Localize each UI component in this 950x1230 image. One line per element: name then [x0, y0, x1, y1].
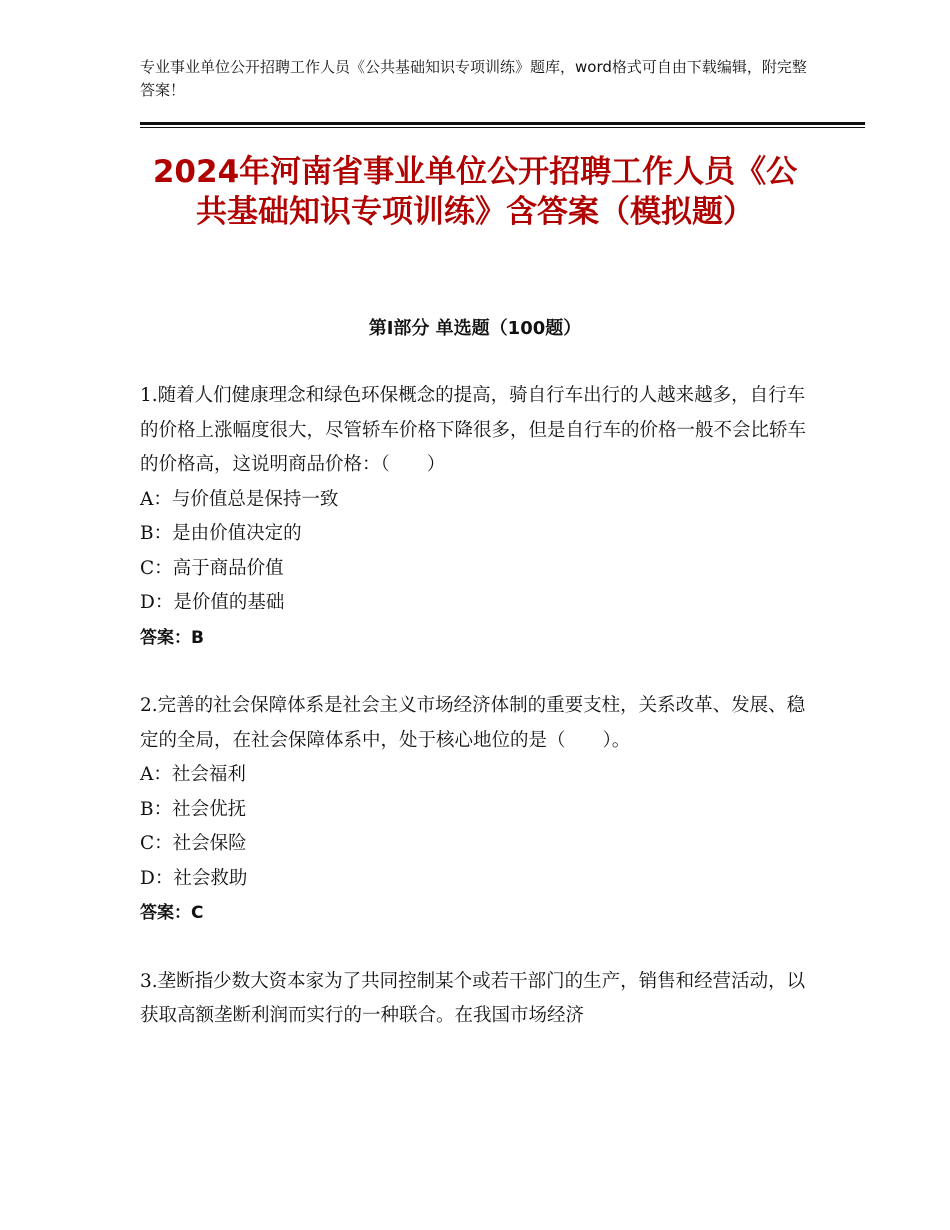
option-a: A：与价值总是保持一致 [140, 488, 339, 510]
header-divider-thin [140, 127, 865, 128]
question-2 [140, 689, 810, 931]
question-stem: 1.随着人们健康理念和绿色环保概念的提高，骑自行车出行的人越来越多，自行车的价格上涨幅度很大，尽管轿车价格下降很多，但是自行车的价格一般不会比轿车的价格高，这说明商品价格：（ ） [140, 385, 807, 475]
option-b: B：是由价值决定的 [140, 523, 302, 544]
question-stem: 2.完善的社会保障体系是社会主义市场经济体制的重要支柱，关系改革、发展、稳定的全局，在社会保障体系中，处于核心地位的是（ ）。 [140, 695, 806, 751]
option-a: A：社会福利 [140, 764, 246, 785]
option-c: C：高于商品价值 [140, 557, 284, 579]
answer: 答案：C [140, 903, 204, 923]
option-d: D：社会救助 [140, 867, 248, 889]
question-3 [140, 965, 810, 1034]
document-title: 2024年河南省事业单位公开招聘工作人员《公共基础知识专项训练》含答案（模拟题） [152, 154, 798, 230]
option-d: D：是价值的基础 [140, 592, 285, 613]
header-note: 专业事业单位公开招聘工作人员《公共基础知识专项训练》题库，word格式可自由下载编辑，附完整答案！ [140, 58, 807, 99]
option-b: B：社会优抚 [140, 798, 247, 820]
option-c: C：社会保险 [140, 833, 247, 854]
section-title: 第Ⅰ部分 单选题（100题） [368, 318, 582, 339]
question-list [140, 379, 810, 1068]
header-divider-thick [140, 122, 865, 125]
question-1 [140, 379, 810, 655]
answer: 答案：B [140, 627, 204, 648]
question-stem: 3.垄断指少数大资本家为了共同控制某个或若干部门的生产，销售和经营活动，以获取高额垄断利润而实行的一种联合。在我国市场经济 [140, 970, 806, 1026]
